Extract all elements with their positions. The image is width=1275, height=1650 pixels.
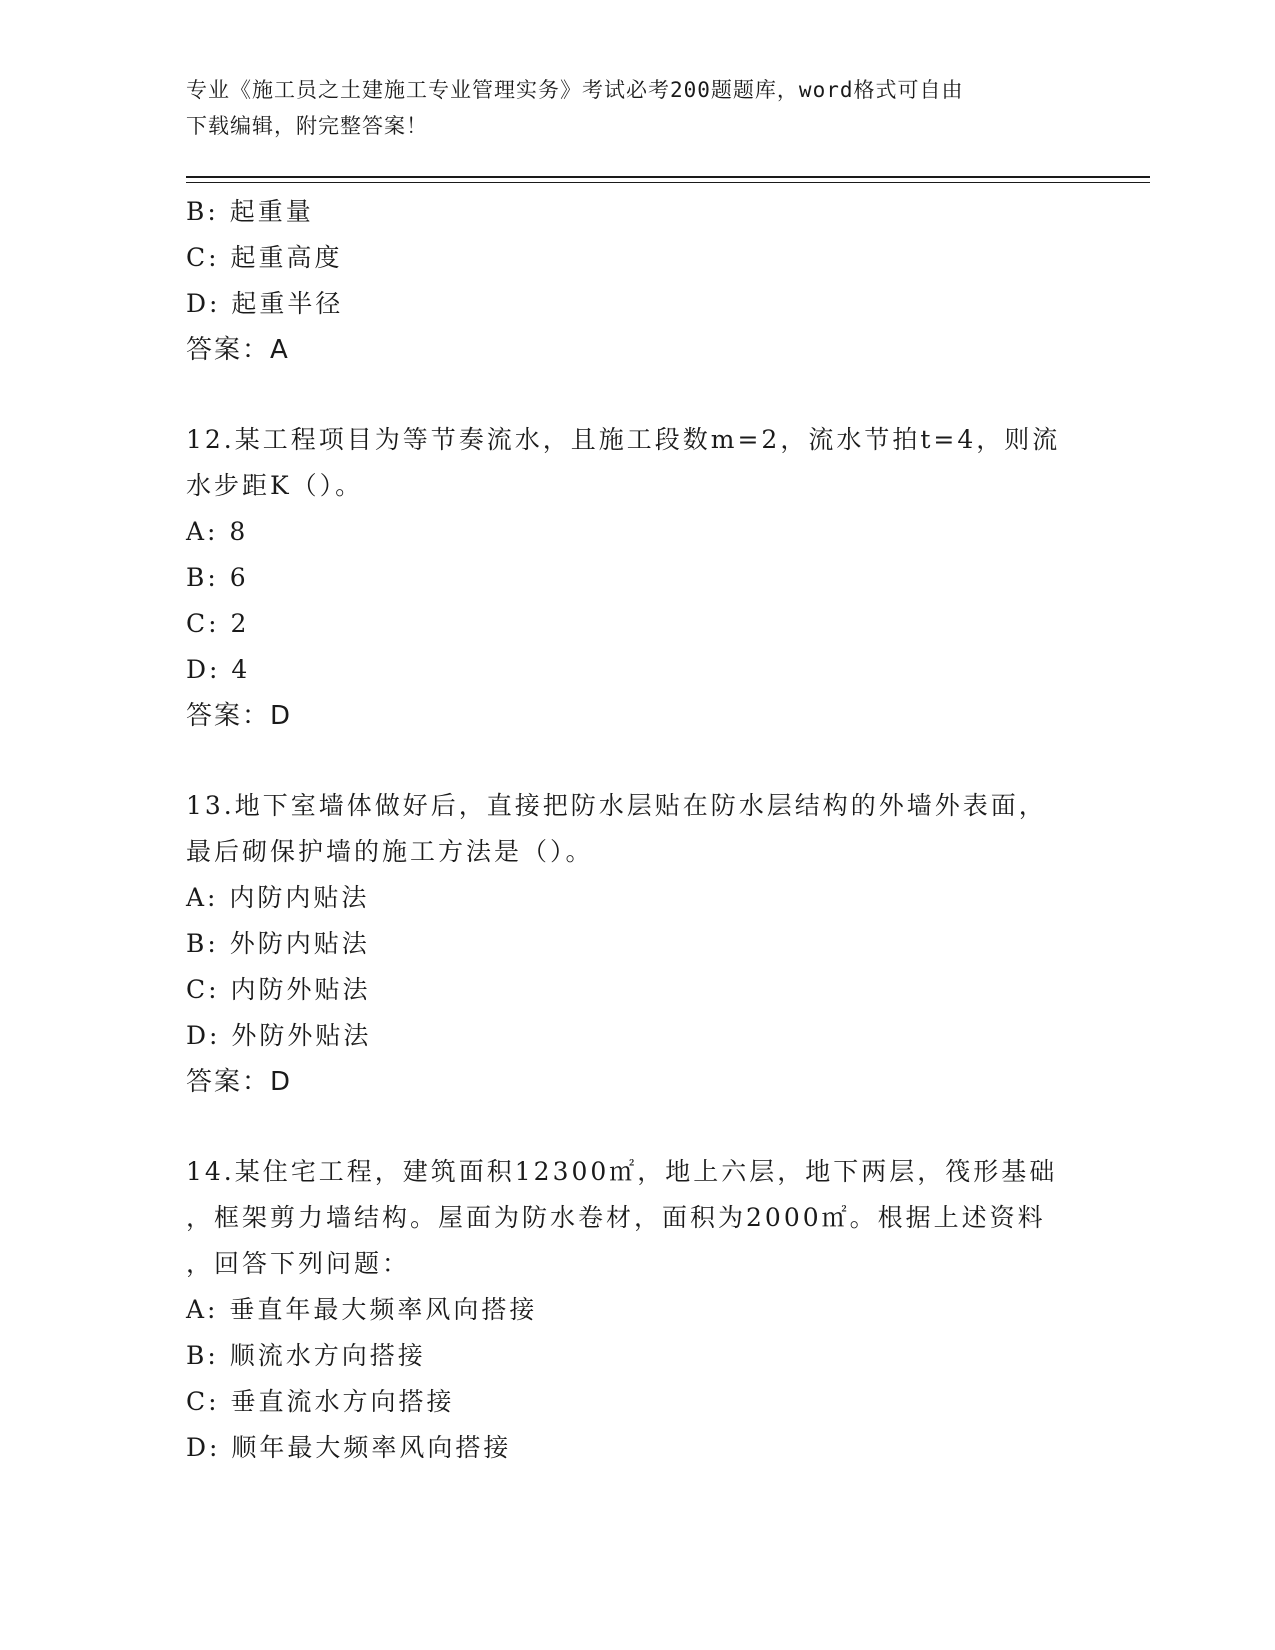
option-a: A: 8	[186, 517, 249, 546]
answer: 答案：D	[186, 701, 293, 731]
question-stem-line-2: 最后砌保护墙的施工方法是（）。	[186, 837, 594, 866]
question-stem-line-2: 水步距K（）。	[186, 471, 364, 500]
question-14	[186, 1149, 1086, 1471]
answer: 答案：A	[186, 335, 290, 365]
option-d: D: 4	[186, 655, 251, 684]
header-divider-thick	[186, 176, 1150, 178]
option-d: D: 起重半径	[186, 289, 344, 318]
option-b: B: 6	[186, 563, 249, 592]
question-stem-line-1: 14.某住宅工程，建筑面积12300㎡，地上六层，地下两层，筏形基础	[186, 1157, 1058, 1186]
option-c: C: 内防外贴法	[186, 975, 371, 1004]
option-a: A: 内防内贴法	[186, 883, 370, 912]
question-stem-line-2: ，框架剪力墙结构。屋面为防水卷材，面积为2000㎡。根据上述资料	[186, 1203, 1046, 1232]
header-divider-thin	[186, 182, 1150, 183]
option-b: B: 外防内贴法	[186, 929, 370, 958]
option-d: D: 顺年最大频率风向搭接	[186, 1433, 512, 1462]
question-stem-line-1: 12.某工程项目为等节奏流水，且施工段数m=2，流水节拍t=4，则流	[186, 425, 1061, 454]
option-b: B: 顺流水方向搭接	[186, 1341, 426, 1370]
option-d: D: 外防外贴法	[186, 1021, 372, 1050]
question-13	[186, 783, 1086, 1105]
question-12	[186, 417, 1086, 739]
question-stem-line-3: ，回答下列问题：	[186, 1249, 411, 1278]
option-b: B: 起重量	[186, 197, 314, 226]
option-c: C: 2	[186, 609, 250, 638]
answer: 答案：D	[186, 1067, 293, 1097]
option-c: C: 起重高度	[186, 243, 343, 272]
header-line-2: 下载编辑，附完整答案！	[186, 114, 428, 138]
question-stem-line-1: 13.地下室墙体做好后，直接把防水层贴在防水层结构的外墙外表面，	[186, 791, 1047, 820]
header-line-1: 专业《施工员之土建施工专业管理实务》考试必考200题题库，word格式可自由	[186, 78, 964, 102]
document-header	[186, 72, 1066, 144]
option-a: A: 垂直年最大频率风向搭接	[186, 1295, 538, 1324]
question-list	[186, 189, 1086, 1471]
option-c: C: 垂直流水方向搭接	[186, 1387, 455, 1416]
question-11	[186, 189, 1086, 373]
